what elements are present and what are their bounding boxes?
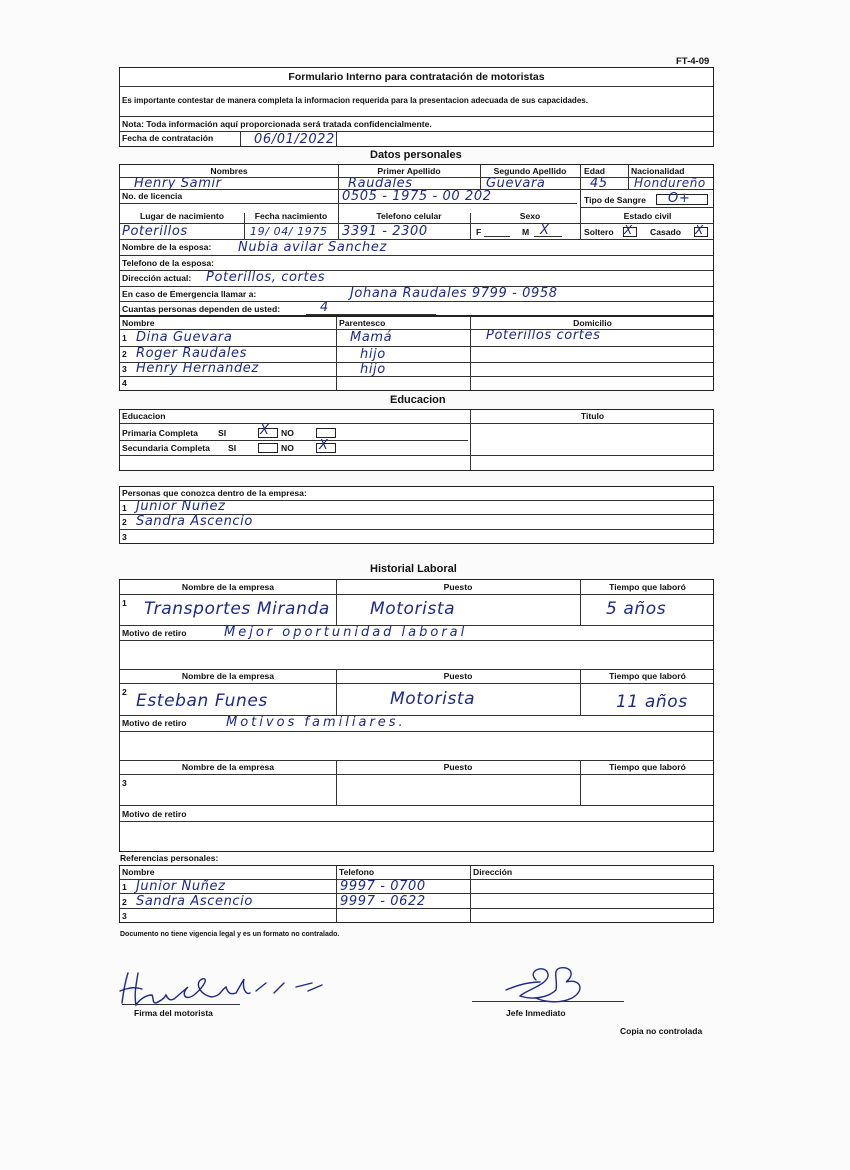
fecha-nacimiento-header: Fecha nacimiento (254, 211, 328, 221)
references-header: Referencias personales: (120, 853, 219, 863)
row-number: 2 (122, 349, 127, 359)
acquaintances-header: Personas que conozca dentro de la empresa: (122, 488, 307, 498)
personal-section-title: Datos personales (370, 149, 462, 161)
telefono-value[interactable]: 3391 - 2300 (342, 224, 428, 239)
casado-mark: X (695, 223, 704, 237)
row-number: 3 (122, 911, 127, 921)
motivo-label: Motivo de retiro (122, 628, 187, 638)
emergencia-value[interactable]: Johana Raudales 9799 - 0958 (350, 286, 558, 301)
job-1-reason[interactable]: Mejor oportunidad laboral (224, 625, 468, 640)
work-section-title: Historial Laboral (370, 563, 457, 575)
direccion-label: Dirección actual: (122, 273, 192, 283)
lugar-nacimiento-header: Lugar de nacimiento (139, 211, 225, 221)
tipo-sangre-value[interactable]: O+ (668, 191, 691, 206)
primer-apellido-value[interactable]: Raudales (348, 176, 413, 191)
segundo-apellido-header: Segundo Apellido (493, 166, 567, 176)
row-number: 1 (122, 333, 127, 343)
sexo-m-mark[interactable]: X (540, 223, 550, 238)
row-number: 3 (122, 364, 127, 374)
personal-section (119, 164, 714, 316)
edad-value[interactable]: 45 (590, 176, 608, 191)
primaria-no-label: NO (281, 428, 294, 438)
row-number: 2 (122, 897, 127, 907)
dependent-name[interactable]: Henry Hernandez (136, 361, 259, 376)
dependent-address[interactable]: Poterillos cortes (486, 328, 601, 343)
tiempo-header: Tiempo que laboró (609, 671, 686, 681)
ref-direccion-header: Dirección (473, 867, 513, 877)
dependent-name[interactable]: Roger Raudales (136, 346, 247, 361)
disclaimer: Documento no tiene vigencia legal y es un formato no contralado. (120, 931, 340, 938)
note-text: Nota: Toda información aquí proporcionada será tratada confidencialmente. (122, 119, 432, 129)
emergencia-label: En caso de Emergencia llamar a: (122, 289, 257, 299)
licencia-label: No. de licencia (122, 191, 183, 201)
soltero-mark: X (624, 223, 633, 237)
ref-telefono-header: Telefono (339, 867, 375, 877)
row-number: 1 (122, 503, 127, 513)
form-code: FT-4-09 (676, 56, 710, 67)
reference-name[interactable]: Sandra Ascencio (136, 894, 253, 909)
job-2-company[interactable]: Esteban Funes (136, 691, 268, 711)
acquaintance-name[interactable]: Sandra Ascencio (136, 514, 253, 529)
puesto-header: Puesto (443, 671, 473, 681)
dependent-relation[interactable]: hijo (360, 347, 386, 362)
education-section-title: Educacion (390, 394, 446, 406)
nombres-header: Nombres (210, 166, 248, 176)
puesto-header: Puesto (443, 582, 473, 592)
header-section (119, 67, 714, 147)
secundaria-si-checkbox[interactable] (258, 443, 278, 453)
work-history-section (119, 579, 714, 852)
tipo-sangre-label: Tipo de Sangre (584, 195, 646, 205)
primaria-si-mark: X (260, 423, 270, 438)
tiempo-header: Tiempo que laboró (609, 582, 686, 592)
dependen-value[interactable]: 4 (320, 300, 329, 315)
sexo-header: Sexo (519, 211, 541, 221)
row-number: 1 (122, 882, 127, 892)
row-number: 4 (122, 378, 127, 388)
reference-phone[interactable]: 9997 - 0622 (340, 894, 426, 909)
form-title: Formulario Interno para contratación de motoristas (288, 71, 545, 83)
nombres-value[interactable]: Henry Samir (134, 176, 222, 191)
intro-text: Es importante contestar de manera completa la informacion requerida para la presentacion adecuada de sus capacidades. (122, 96, 588, 105)
acquaintance-name[interactable]: Junior Nuñez (136, 499, 226, 514)
titulo-header: Titulo (580, 411, 605, 421)
hire-date-label: Fecha de contratación (122, 133, 214, 143)
acquaintances-section (119, 486, 714, 544)
dependent-domicilio-header: Domicilio (573, 318, 612, 328)
esposa-value[interactable]: Nubia avilar Sanchez (238, 240, 387, 255)
row-number: 1 (122, 598, 127, 608)
jefe-inmediato-label: Jefe Inmediato (506, 1008, 566, 1018)
segundo-apellido-value[interactable]: Guevara (486, 176, 546, 191)
job-2-duration[interactable]: 11 años (616, 692, 688, 712)
sexo-m-label: M (522, 227, 530, 237)
empresa-header: Nombre de la empresa (181, 671, 275, 681)
nacionalidad-header: Nacionalidad (631, 166, 685, 176)
job-2-position[interactable]: Motorista (390, 689, 476, 709)
puesto-header: Puesto (443, 762, 473, 772)
secundaria-label: Secundaria Completa (122, 443, 210, 453)
nacionalidad-value[interactable]: Hondureño (634, 176, 706, 190)
educacion-header: Educacion (122, 411, 166, 421)
education-section (119, 409, 714, 471)
primer-apellido-header: Primer Apellido (377, 166, 441, 176)
lugar-nacimiento-value[interactable]: Poterillos (122, 224, 188, 239)
firma-motorista-label: Firma del motorista (134, 1008, 213, 1018)
dependents-section (119, 316, 714, 391)
secundaria-no-label: NO (281, 443, 294, 453)
reference-phone[interactable]: 9997 - 0700 (340, 879, 426, 894)
tiempo-header: Tiempo que laboró (609, 762, 686, 772)
job-1-duration[interactable]: 5 años (606, 599, 667, 619)
empresa-header: Nombre de la empresa (181, 582, 275, 592)
esposa-label: Nombre de la esposa: (122, 242, 212, 252)
job-2-reason[interactable]: Motivos familiares. (226, 715, 406, 730)
row-number: 2 (122, 687, 127, 697)
casado-label: Casado (650, 227, 682, 237)
sexo-f-label: F (476, 227, 482, 237)
soltero-label: Soltero (584, 227, 614, 237)
empresa-header: Nombre de la empresa (181, 762, 275, 772)
licencia-value[interactable]: 0505 - 1975 - 00 202 (342, 189, 492, 204)
dependent-nombre-header: Nombre (122, 318, 155, 328)
dependent-parentesco-header: Parentesco (339, 318, 386, 328)
dependent-relation[interactable]: hijo (360, 362, 386, 377)
fecha-nacimiento-value[interactable]: 19/ 04/ 1975 (250, 225, 328, 238)
secundaria-no-mark: X (319, 438, 329, 453)
telefono-header: Telefono celular (376, 211, 442, 221)
primaria-label: Primaria Completa (122, 428, 198, 438)
secundaria-si-label: SI (228, 443, 237, 453)
primaria-no-checkbox[interactable] (316, 428, 336, 438)
direccion-value[interactable]: Poterillos, cortes (206, 270, 326, 285)
dependent-relation[interactable]: Mamá (350, 330, 393, 345)
hire-date-value[interactable]: 06/01/2022 (254, 132, 335, 147)
row-number: 3 (122, 532, 127, 542)
dependent-name[interactable]: Dina Guevara (136, 330, 233, 345)
reference-name[interactable]: Junior Nuñez (136, 879, 226, 894)
edad-header: Edad (584, 166, 606, 176)
dependen-label: Cuantas personas dependen de usted: (122, 304, 281, 314)
telefono-esposa-label: Telefono de la esposa: (122, 258, 215, 268)
motivo-label: Motivo de retiro (122, 809, 187, 819)
row-number: 3 (122, 778, 127, 788)
row-number: 2 (122, 517, 127, 527)
job-1-position[interactable]: Motorista (370, 599, 456, 619)
references-section (119, 865, 714, 923)
job-1-company[interactable]: Transportes Miranda (144, 599, 330, 619)
motivo-label: Motivo de retiro (122, 718, 187, 728)
copia-label: Copia no controlada (620, 1026, 703, 1036)
estado-civil-header: Estado civil (623, 211, 672, 221)
jefe-signature (496, 960, 606, 1010)
primaria-si-label: SI (218, 428, 227, 438)
ref-nombre-header: Nombre (122, 867, 155, 877)
